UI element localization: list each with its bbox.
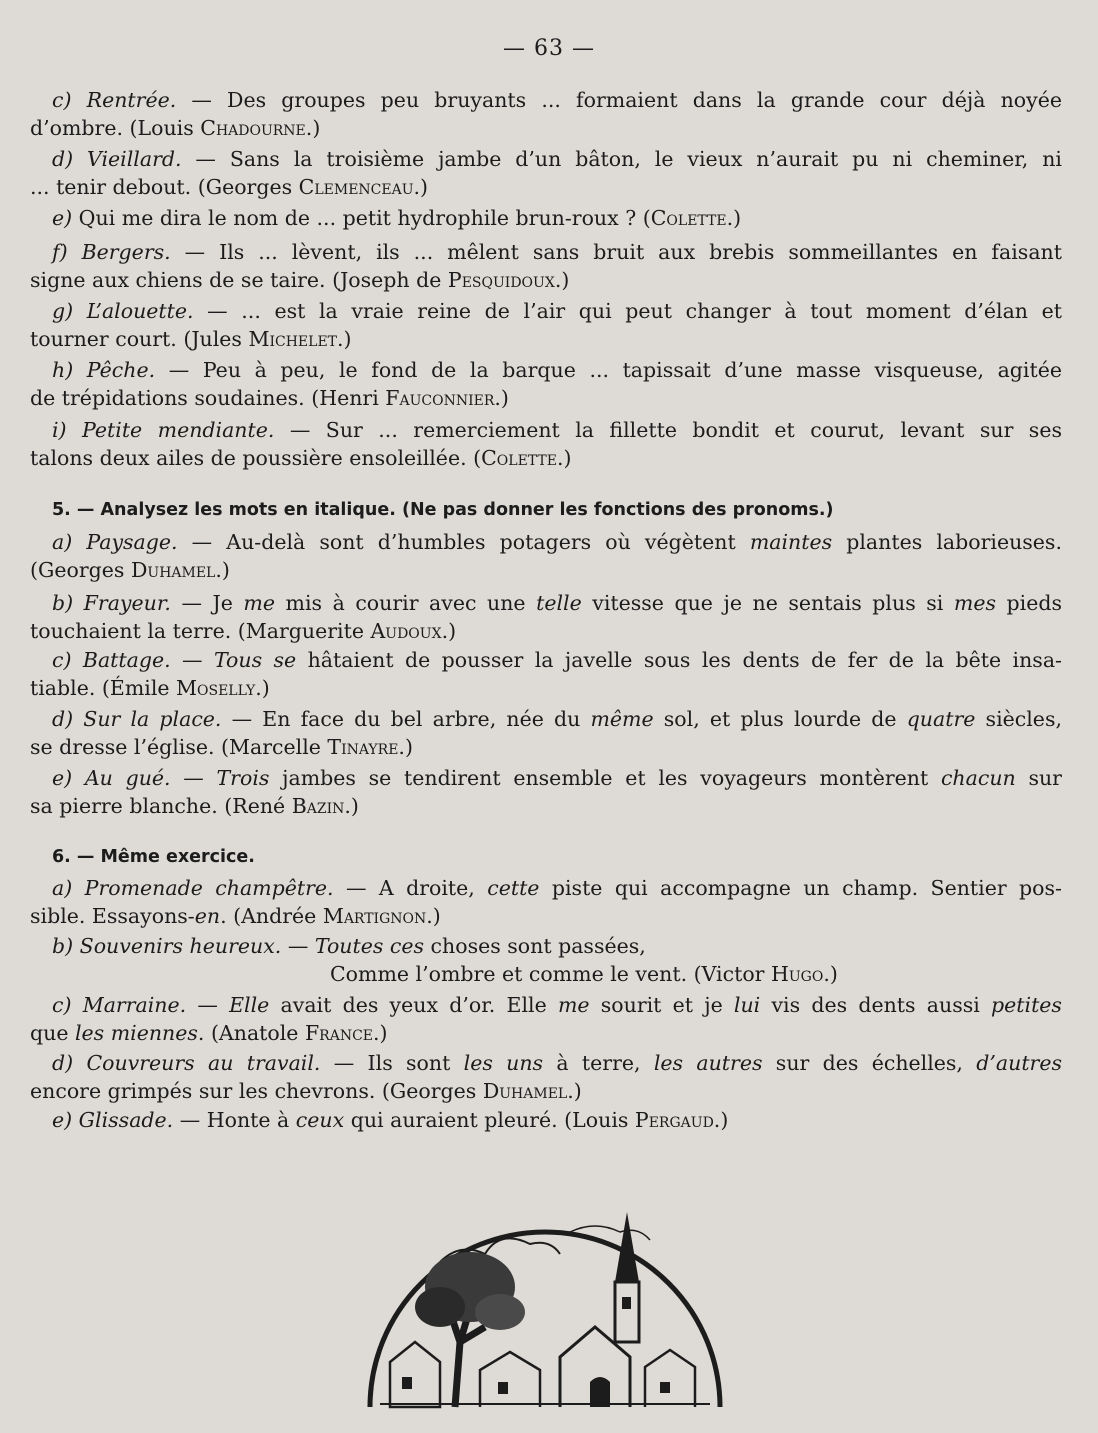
- item-author: Bazin: [291, 794, 345, 818]
- italic-word: me: [243, 591, 275, 615]
- item-title: Sur la place.: [83, 707, 222, 731]
- item-title: Rentrée.: [86, 88, 177, 112]
- item-author: Colette: [650, 206, 727, 230]
- italic-word: maintes: [749, 530, 833, 554]
- item-author: Duhamel: [482, 1079, 568, 1103]
- italic-word: telle: [536, 591, 582, 615]
- italic-word: Trois: [216, 766, 270, 790]
- italic-word: en: [194, 904, 221, 928]
- italic-word: les uns: [463, 1051, 544, 1075]
- item-title: Petite mendiante.: [82, 418, 275, 442]
- section6-item-c: c) Marraine. — Elle avait des yeux d’or. Elle me sourit et je lui vis des dents aussi petites que les miennes. (Anatole France.): [30, 993, 1062, 1045]
- section5-item-d: d) Sur la place. — En face du bel arbre, née du même sol, et plus lourde de quatre siècles, se dresse l’église. (Marcelle Tinayre.): [30, 707, 1062, 759]
- section5-item-a: a) Paysage. — Au-delà sont d’humbles potagers où végètent maintes plantes laborieuses. (Georges Duhamel.): [30, 530, 1062, 582]
- item-author: Chadourne: [200, 116, 306, 140]
- item-title: Pêche.: [86, 358, 156, 382]
- item-author: Clemenceau: [298, 175, 414, 199]
- exercise-item-i: i) Petite mendiante. — Sur ... remerciement la fillette bondit et courut, levant sur ses talons deux ailes de poussière ensoleillée. (Colette.): [30, 418, 1062, 470]
- italic-word: mes: [953, 591, 996, 615]
- item-author: Martignon: [322, 904, 427, 928]
- item-letter: c): [52, 88, 72, 112]
- section6-item-a: a) Promenade champêtre. — A droite, cette piste qui accompagne un champ. Sentier pos- sible. Essayons-en. (Andrée Martignon.): [30, 876, 1062, 928]
- item-title: Au gué.: [84, 766, 171, 790]
- italic-word: chacun: [940, 766, 1016, 790]
- section-6-heading: 6. — Même exercice.: [52, 847, 255, 867]
- exercise-item-h: h) Pêche. — Peu à peu, le fond de la barque ... tapissait d’une masse visqueuse, agitée de trépidations soudaines. (Henri Fauconnier.): [30, 358, 1062, 410]
- item-author: Michelet: [248, 327, 338, 351]
- italic-word: d’autres: [976, 1051, 1063, 1075]
- item-author: Tinayre: [327, 735, 399, 759]
- item-author: Audoux: [370, 619, 442, 643]
- item-author: Pergaud: [634, 1108, 714, 1132]
- item-author: Pesquidoux: [447, 268, 555, 292]
- item-author: Hugo: [770, 962, 824, 986]
- italic-word: Toutes ces: [314, 934, 425, 958]
- item-title: Glissade.: [78, 1108, 174, 1132]
- italic-word: les miennes: [74, 1021, 198, 1045]
- item-author: France: [304, 1021, 374, 1045]
- exercise-item-f: f) Bergers. — Ils ... lèvent, ils ... mêlent sans bruit aux brebis sommeillantes en faisant signe aux chiens de se taire. (Joseph de Pesquidoux.): [30, 240, 1062, 292]
- item-title: Paysage.: [86, 530, 178, 554]
- section-5-heading: 5. — Analysez les mots en italique. (Ne pas donner les fonctions des pronoms.): [52, 500, 834, 520]
- italic-word: me: [557, 993, 590, 1017]
- item-title: Battage.: [82, 648, 171, 672]
- item-title: Marraine.: [82, 993, 187, 1017]
- item-text: Des groupes peu bruyants ... formaient dans la grande cour déjà noyée: [227, 88, 1062, 112]
- italic-word: Tous se: [213, 648, 297, 672]
- italic-word: lui: [733, 993, 761, 1017]
- italic-word: quatre: [906, 707, 976, 731]
- item-author: Duhamel: [130, 558, 216, 582]
- page-number: — 63 —: [503, 36, 595, 61]
- italic-word: ceux: [295, 1108, 345, 1132]
- item-title: Vieillard.: [87, 147, 182, 171]
- section5-item-e: e) Au gué. — Trois jambes se tendirent ensemble et les voyageurs montèrent chacun sur sa pierre blanche. (René Bazin.): [30, 766, 1062, 818]
- italic-word: Elle: [229, 993, 270, 1017]
- item-author: Fauconnier: [385, 386, 495, 410]
- section5-item-c: c) Battage. — Tous se hâtaient de pousser la javelle sous les dents de fer de la bête insa- tiable. (Émile Moselly.): [30, 648, 1062, 700]
- section6-item-b: b) Souvenirs heureux. — Toutes ces choses sont passées, Comme l’ombre et comme le vent. (Victor Hugo.): [52, 934, 838, 986]
- item-title: Souvenirs heureux.: [79, 934, 282, 958]
- section6-item-d: d) Couvreurs au travail. — Ils sont les uns à terre, les autres sur des échelles, d’autres encore grimpés sur les chevrons. (Georges Duhamel.): [30, 1051, 1063, 1103]
- item-title: L’alouette.: [86, 299, 194, 323]
- item-author: Moselly: [176, 676, 256, 700]
- item-title: Promenade champêtre.: [84, 876, 334, 900]
- section6-item-e: e) Glissade. — Honte à ceux qui auraient pleuré. (Louis Pergaud.): [52, 1108, 729, 1132]
- item-author: Colette: [481, 446, 557, 470]
- exercise-item-c: c) Rentrée. — Des groupes peu bruyants ... formaient dans la grande cour déjà noyée d’ombre. (Louis Chadourne.): [30, 88, 1062, 140]
- italic-word: cette: [487, 876, 540, 900]
- village-church-illustration: [360, 1192, 730, 1412]
- item-title: Bergers.: [81, 240, 171, 264]
- italic-word: même: [590, 707, 654, 731]
- section5-item-b: b) Frayeur. — Je me mis à courir avec une telle vitesse que je ne sentais plus si mes pieds touchaient la terre. (Marguerite Audoux.): [30, 591, 1062, 643]
- italic-word: les autres: [653, 1051, 763, 1075]
- exercise-item-d: d) Vieillard. — Sans la troisième jambe d’un bâton, le vieux n’aurait pu ni cheminer, ni ... tenir debout. (Georges Clemenceau.): [30, 147, 1062, 199]
- item-title: Couvreurs au travail.: [86, 1051, 321, 1075]
- exercise-item-e: e) Qui me dira le nom de ... petit hydrophile brun-roux ? (Colette.): [52, 206, 742, 230]
- exercise-item-g: g) L’alouette. — ... est la vraie reine de l’air qui peut changer à tout moment d’élan et tourner court. (Jules Michelet.): [30, 299, 1062, 351]
- italic-word: petites: [991, 993, 1062, 1017]
- item-title: Frayeur.: [83, 591, 171, 615]
